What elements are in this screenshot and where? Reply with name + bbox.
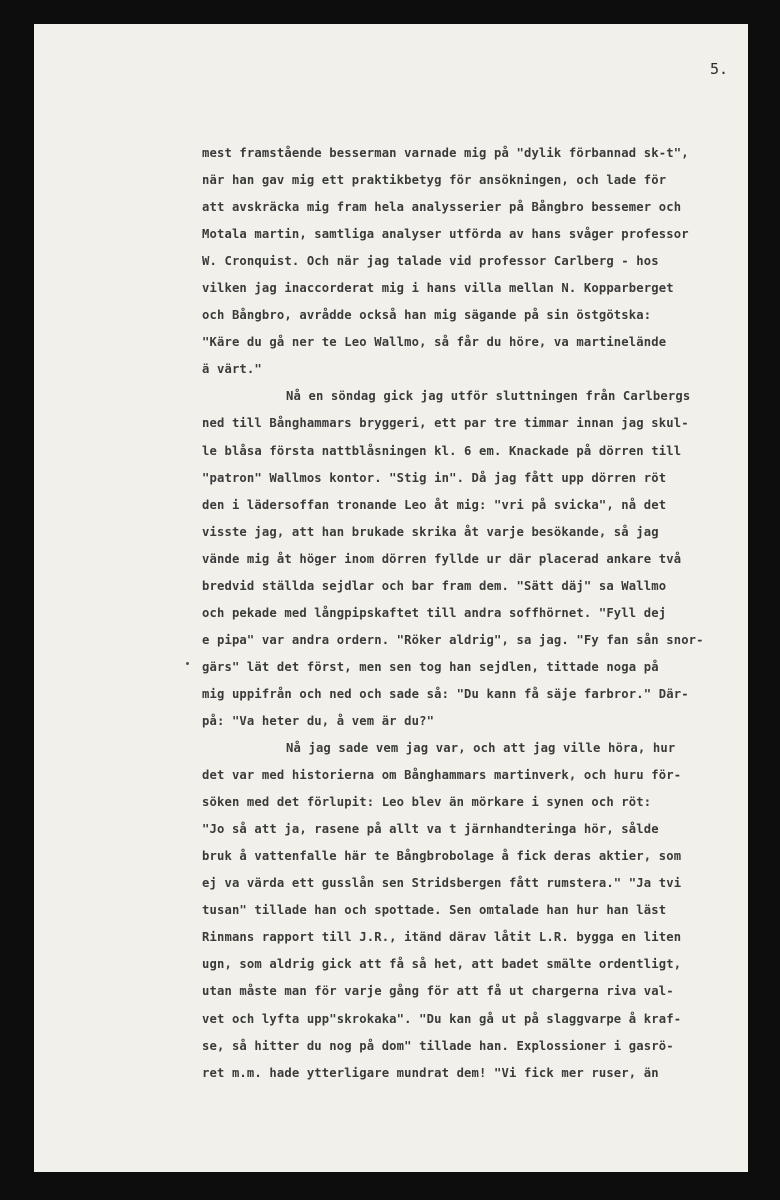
text-line: visste jag, att han brukade skrika åt varje besökande, så jag [202, 524, 659, 539]
text-line: tusan" tillade han och spottade. Sen omtalade han hur han läst [202, 903, 667, 918]
text-line: ned till Bånghammars bryggeri, ett par tre timmar innan jag skul- [202, 416, 689, 431]
text-line: utan måste man för varje gång för att få ut chargerna riva val- [202, 984, 674, 999]
page-number: 5. [710, 60, 729, 78]
document-page [34, 24, 748, 1172]
text-line: se, så hitter du nog på dom" tillade han. Explossioner i gasrö- [202, 1038, 674, 1053]
text-line: bredvid ställda sejdlar och bar fram dem. "Sätt däj" sa Wallmo [202, 578, 667, 593]
text-line: Rinmans rapport till J.R., itänd därav låtit L.R. bygga en liten [202, 930, 682, 945]
text-line: vilken jag inaccorderat mig i hans villa mellan N. Kopparberget [202, 281, 674, 296]
text-line: mest framstående besserman varnade mig på "dylik förbannad sk-t", [202, 146, 689, 160]
text-line: bruk å vattenfalle här te Bångbrobolage å fick deras aktier, som [202, 849, 682, 864]
text-line: ret m.m. hade ytterligare mundrat dem! "Vi fick mer ruser, än [202, 1065, 659, 1080]
text-line: le blåsa första nattblåsningen kl. 6 em. Knackade på dörren till [202, 443, 682, 458]
text-line: vände mig åt höger inom dörren fyllde ur där placerad ankare två [202, 551, 682, 566]
text-line: ä värt." [202, 362, 262, 377]
margin-mark [186, 662, 189, 665]
text-line: när han gav mig ett praktikbetyg för ansökningen, och lade för [202, 173, 667, 188]
text-line: söken med det förlupit: Leo blev än mörkare i synen och röt: [202, 795, 652, 810]
text-line: mig uppifrån och ned och sade så: "Du kann få säje farbror." Där- [202, 686, 689, 701]
text-line: att avskräcka mig fram hela analysserier på Bångbro bessemer och [202, 200, 682, 215]
text-line: "Jo så att ja, rasene på allt va t järnhandteringa hör, sålde [202, 822, 659, 837]
paragraph-start-line: Nå jag sade vem jag var, och att jag ville höra, hur [286, 741, 676, 756]
text-line: vet och lyfta upp"skrokaka". "Du kan gå ut på slaggvarpe å kraf- [202, 1011, 682, 1026]
text-line: på: "Va heter du, å vem är du?" [202, 713, 435, 728]
text-line: ej va värda ett gusslån sen Stridsbergen fått rumstera." "Ja tvi [202, 876, 682, 891]
text-line: den i lädersoffan tronande Leo åt mig: "vri på svicka", nå det [202, 497, 667, 512]
text-line: och pekade med långpipskaftet till andra soffhörnet. "Fyll dej [202, 605, 667, 620]
text-line: ugn, som aldrig gick att få så het, att badet smälte ordentligt, [202, 957, 682, 972]
text-line: och Bångbro, avrådde också han mig sägande på sin östgötska: [202, 308, 652, 323]
text-line: "patron" Wallmos kontor. "Stig in". Då jag fått upp dörren röt [202, 470, 667, 485]
text-line: "Käre du gå ner te Leo Wallmo, så får du höre, va martinelände [202, 335, 667, 350]
paragraph-start-line: Nå en söndag gick jag utför sluttningen från Carlbergs [286, 389, 691, 404]
typed-text-body [202, 140, 742, 1087]
text-line: W. Cronquist. Och när jag talade vid professor Carlberg - hos [202, 254, 659, 269]
text-line: det var med historierna om Bånghammars martinverk, och huru för- [202, 768, 682, 783]
text-line: gärs" lät det först, men sen tog han sejdlen, tittade noga på [202, 659, 659, 674]
text-line: e pipa" var andra ordern. "Röker aldrig", sa jag. "Fy fan sån snor- [202, 632, 704, 647]
text-line: Motala martin, samtliga analyser utförda av hans svåger professor [202, 227, 689, 242]
